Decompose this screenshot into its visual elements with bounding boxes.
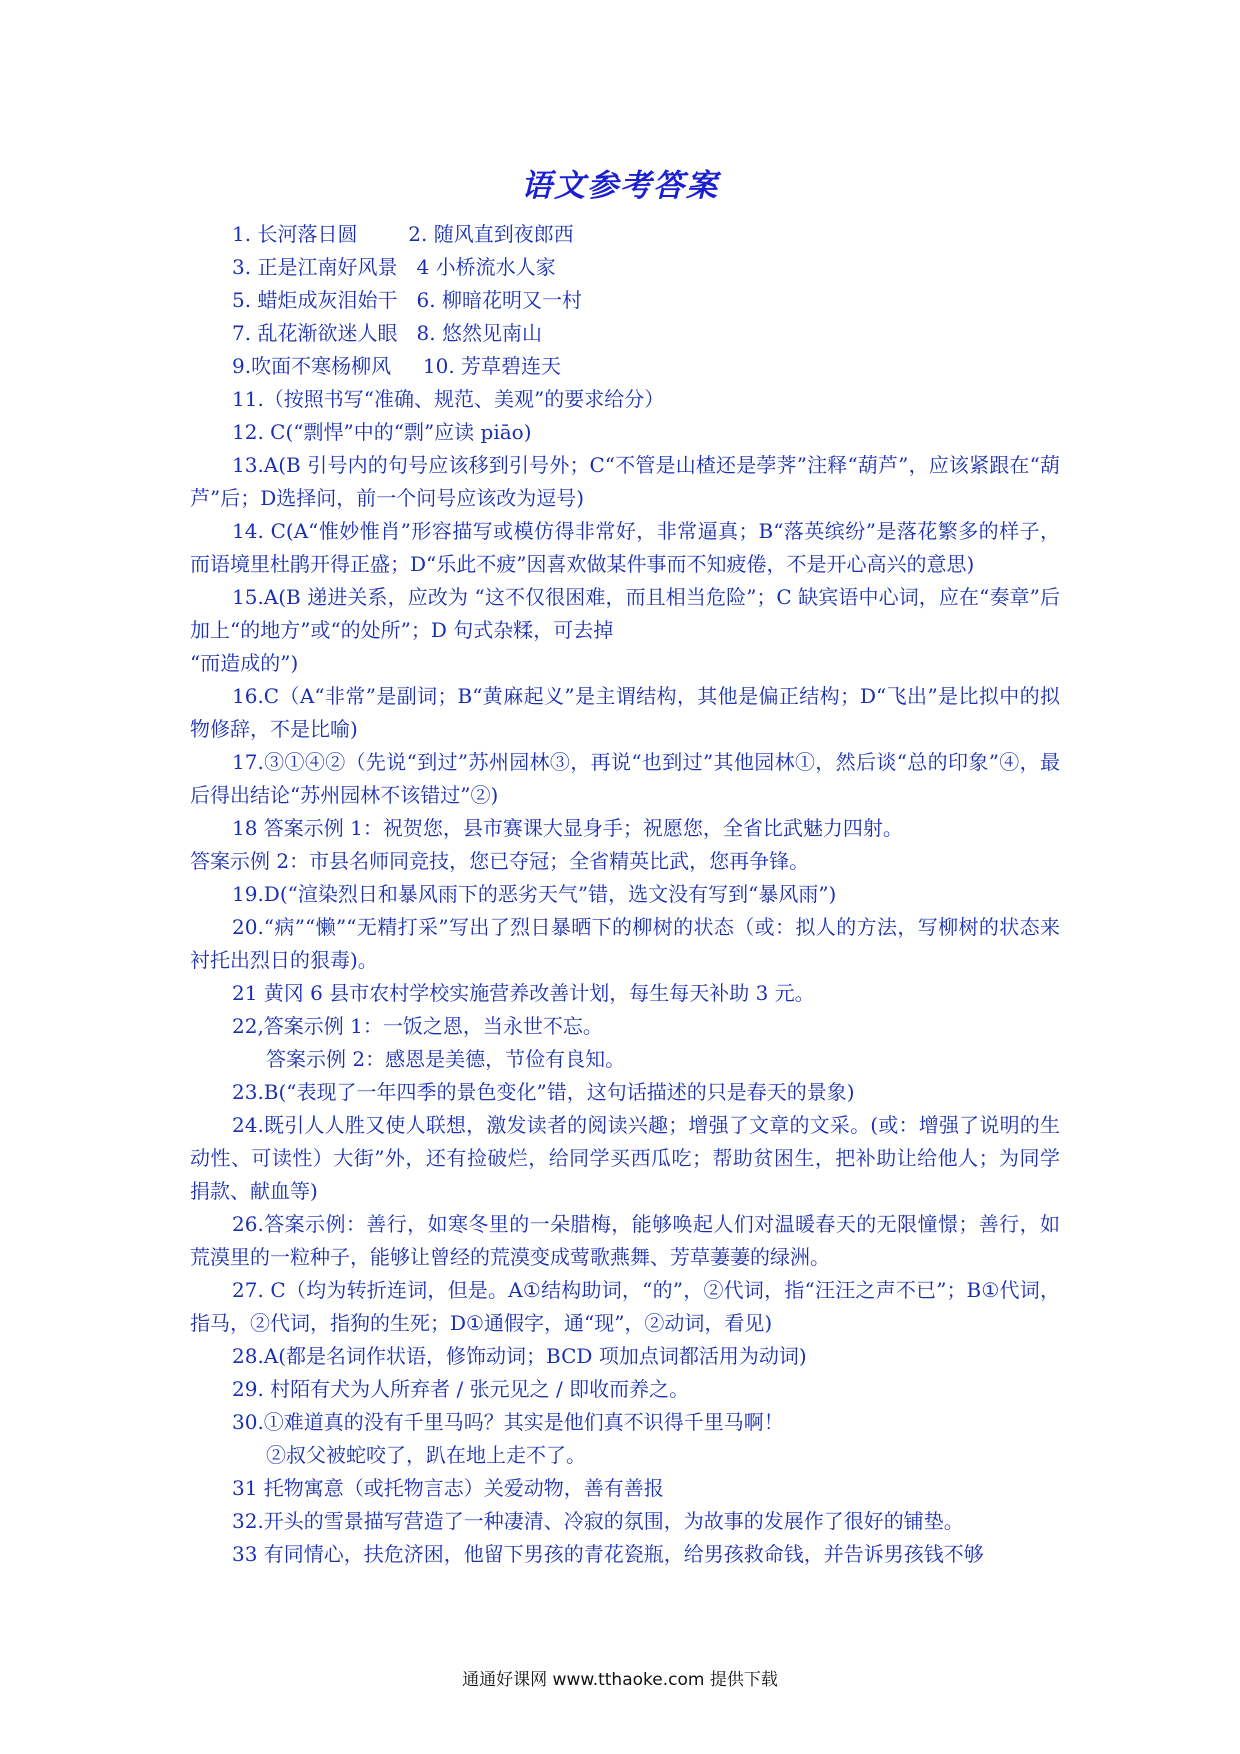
- answer-line: 15.A(B 递进关系，应改为 “这不仅很困难，而且相当危险”；C 缺宾语中心词，应在“奏章”后加上“的地方”或“的处所”；D 句式杂糅，可去掉: [190, 585, 1060, 642]
- answer-list: [190, 218, 1060, 1571]
- answer-line: 22,答案示例 1：一饭之恩，当永世不忘。: [232, 1014, 603, 1038]
- page-title: 语文参考答案: [521, 168, 719, 204]
- answer-line: 14. C(A“惟妙惟肖”形容描写或模仿得非常好，非常逼真；B“落英缤纷”是落花繁多的样子，而语境里杜鹃开得正盛；D“乐此不疲”因喜欢做某件事而不知疲倦，不是开心高兴的意思): [190, 519, 1060, 576]
- answer-line: 答案示例 2：感恩是美德，节俭有良知。: [266, 1047, 626, 1071]
- answer-line: 13.A(B 引号内的句号应该移到引号外；C“不管是山楂还是荸荠”注释“葫芦”，应该紧跟在“葫芦”后；D选择问，前一个问号应该改为逗号): [190, 453, 1060, 510]
- answer-line: 12. C(“剽悍”中的“剽”应读 piāo): [232, 420, 532, 444]
- answer-line: 1. 长河落日圆 2. 随风直到夜郎西: [232, 222, 574, 246]
- answer-line: 23.B(“表现了一年四季的景色变化”错，这句话描述的只是春天的景象): [232, 1080, 855, 1104]
- answer-line: 32.开头的雪景描写营造了一种凄清、冷寂的氛围，为故事的发展作了很好的铺垫。: [232, 1509, 964, 1533]
- answer-line: 30.①难道真的没有千里马吗？其实是他们真不识得千里马啊！: [232, 1410, 784, 1434]
- answer-line: 3. 正是江南好风景 4 小桥流水人家: [232, 255, 556, 279]
- answer-line: 11.（按照书写“准确、规范、美观”的要求给分）: [232, 387, 665, 411]
- answer-line: “而造成的”): [190, 651, 299, 675]
- answer-line: 5. 蜡炬成灰泪始干 6. 柳暗花明又一村: [232, 288, 582, 312]
- answer-line: 31 托物寓意（或托物言志）关爱动物，善有善报: [232, 1476, 664, 1500]
- answer-line: ②叔父被蛇咬了，趴在地上走不了。: [266, 1443, 586, 1467]
- answer-line: 26.答案示例：善行，如寒冬里的一朵腊梅，能够唤起人们对温暖春天的无限憧憬；善行，如荒漠里的一粒种子，能够让曾经的荒漠变成莺歌燕舞、芳草萋萋的绿洲。: [190, 1212, 1060, 1269]
- answer-line: 21 黄冈 6 县市农村学校实施营养改善计划，每生每天补助 3 元。: [232, 981, 815, 1005]
- answer-line: 9.吹面不寒杨柳风 10. 芳草碧连天: [232, 354, 562, 378]
- page-footer: 通通好课网 www.tthaoke.com 提供下载: [462, 1670, 778, 1690]
- answer-line: 答案示例 2：市县名师同竞技，您已夺冠；全省精英比武，您再争锋。: [190, 849, 810, 873]
- answer-line: 33 有同情心，扶危济困，他留下男孩的青花瓷瓶，给男孩救命钱，并告诉男孩钱不够: [232, 1542, 984, 1566]
- answer-line: 24.既引人人胜又使人联想，激发读者的阅读兴趣；增强了文章的文采。(或：增强了说明的生动性、可读性）大街”外，还有捡破烂，给同学买西瓜吃；帮助贫困生，把补助让给他人；为同学捐款、献血等): [190, 1113, 1060, 1203]
- answer-line: 17.③①④②（先说“到过”苏州园林③，再说“也到过”其他园林①，然后谈“总的印象”④，最后得出结论“苏州园林不该错过”②): [190, 750, 1060, 807]
- answer-line: 7. 乱花渐欲迷人眼 8. 悠然见南山: [232, 321, 542, 345]
- answer-line: 29. 村陌有犬为人所弃者 / 张元见之 / 即收而养之。: [232, 1377, 690, 1401]
- answer-line: 16.C（A“非常”是副词；B“黄麻起义”是主谓结构，其他是偏正结构；D“飞出”是比拟中的拟物修辞，不是比喻): [190, 684, 1060, 741]
- answer-line: 27. C（均为转折连词，但是。A①结构助词，“的”，②代词，指“汪汪之声不已”；B①代词，指马，②代词，指狗的生死；D①通假字，通“现”，②动词，看见): [190, 1278, 1060, 1335]
- answer-line: 19.D(“渲染烈日和暴风雨下的恶劣天气”错，选文没有写到“暴风雨”): [232, 882, 837, 906]
- answer-line: 20.“病”“懒”“无精打采”写出了烈日暴晒下的柳树的状态（或：拟人的方法，写柳树的状态来衬托出烈日的狠毒)。: [190, 915, 1060, 972]
- answer-line: 18 答案示例 1：祝贺您，县市赛课大显身手；祝愿您，全省比武魅力四射。: [232, 816, 903, 840]
- answer-line: 28.A(都是名词作状语，修饰动词；BCD 项加点词都活用为动词): [232, 1344, 807, 1368]
